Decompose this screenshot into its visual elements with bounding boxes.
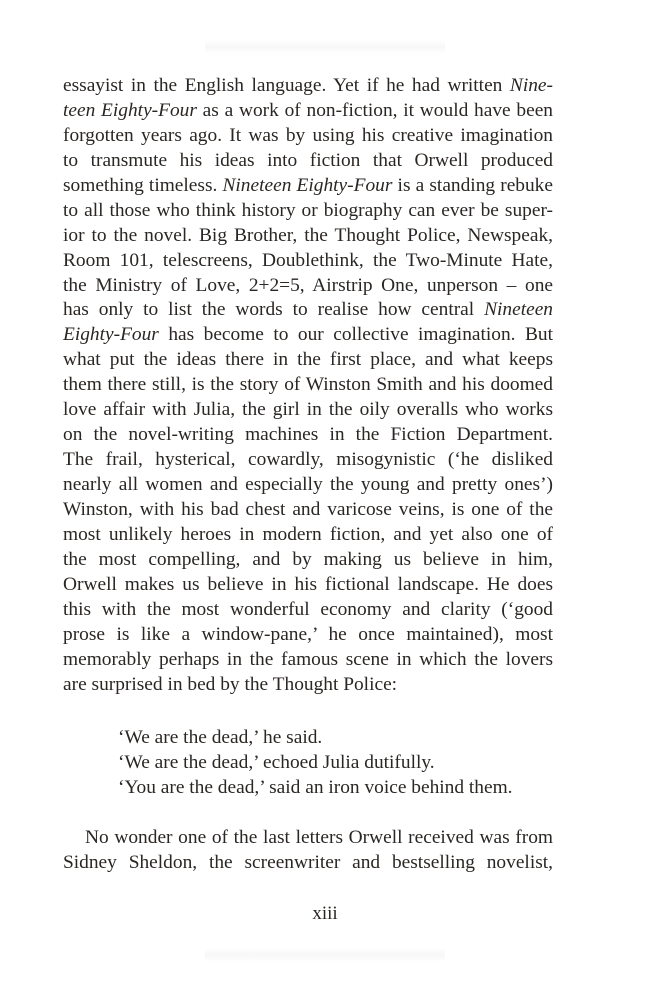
text-line: Sidney Sheldon, the screenwriter and bestselling novelist,: [63, 851, 553, 873]
text-segment: to all those who think history or biography can ever be super-: [63, 199, 553, 221]
text-line: [63, 423, 553, 448]
text-segment: on the novel-writing machines in the Fiction Department.: [63, 424, 553, 446]
quote-line: ‘We are the dead,’ he said.: [118, 727, 323, 748]
text-line: [63, 99, 553, 124]
text-segment: has only to list the words to realise how central: [63, 299, 485, 321]
text-line: [63, 648, 553, 673]
text-line: [63, 573, 553, 598]
text-segment: ior to the novel. Big Brother, the Thought Police, Newspeak,: [63, 224, 553, 246]
text-segment: prose is like a window-pane,’ he once maintained), most: [63, 623, 553, 645]
text-segment: Room 101, telescreens, Doublethink, the Two-Minute Hate,: [63, 249, 553, 271]
text-segment: Orwell makes us believe in his fictional landscape. He does: [63, 573, 553, 595]
quote-line: ‘We are the dead,’ echoed Julia dutifully.: [118, 751, 435, 773]
text-line: [63, 523, 553, 548]
text-line: [63, 498, 553, 523]
text-line: [63, 274, 553, 299]
text-line: [63, 448, 553, 473]
text-segment: are surprised in bed by the Thought Police:: [63, 673, 398, 695]
text-segment: most unlikely heroes in modern fiction, and yet also one of: [63, 523, 553, 545]
text-segment: the most compelling, and by making us believe in him,: [63, 548, 553, 570]
text-segment: this with the most wonderful economy and clarity (‘good: [63, 598, 553, 620]
text-line: [63, 398, 553, 423]
text-line: [63, 149, 553, 174]
text-line: [63, 598, 553, 623]
text-segment: memorably perhaps in the famous scene in which the lovers: [63, 648, 553, 670]
text-line: [63, 623, 553, 648]
quote-line: ‘You are the dead,’ said an iron voice behind them.: [118, 776, 513, 798]
page-number: xiii: [312, 903, 338, 924]
text-segment: The frail, hysterical, cowardly, misogynistic (‘he disliked: [63, 449, 553, 471]
body-paragraph: [63, 74, 553, 697]
text-line: [63, 323, 553, 348]
text-segment: what put the ideas there in the first place, and what keeps: [63, 349, 553, 371]
italic-title: Nine-: [509, 75, 553, 96]
text-line: [63, 348, 553, 373]
text-line: [63, 373, 553, 398]
text-line: [63, 199, 553, 224]
text-segment: as a work of non-fiction, it would have been: [196, 99, 554, 121]
text-segment: Winston, with his bad chest and varicose veins, is one of the: [63, 498, 553, 520]
text-segment: the Ministry of Love, 2+2=5, Airstrip One, unperson – one: [63, 274, 553, 296]
text-segment: has become to our collective imagination. But: [158, 324, 553, 346]
italic-title: Nineteen: [484, 299, 553, 321]
text-line: [63, 673, 553, 698]
text-line: [63, 548, 553, 573]
text-segment: nearly all women and especially the young and pretty ones’): [63, 474, 553, 495]
text-line: [63, 224, 553, 249]
text-segment: to transmute his ideas into fiction that Orwell produced: [63, 149, 553, 171]
italic-title: teen Eighty-Four: [63, 99, 197, 121]
text-line: [63, 298, 553, 323]
text-segment: love affair with Julia, the girl in the oily overalls who works: [63, 399, 553, 421]
block-quote: [118, 726, 538, 801]
text-line: No wonder one of the last letters Orwell received was from: [85, 827, 553, 848]
text-line: [63, 249, 553, 274]
italic-title: Nineteen Eighty-Four: [222, 174, 393, 196]
text-line: [63, 74, 553, 99]
text-segment: essayist in the English language. Yet if he had written: [63, 75, 510, 96]
text-line: [63, 124, 553, 149]
text-segment: something timeless.: [63, 174, 223, 196]
text-segment: forgotten years ago. It was by using his creative imagination: [63, 124, 553, 146]
closing-paragraph: [63, 826, 553, 876]
italic-title: Eighty-Four: [63, 324, 159, 346]
text-line: [63, 174, 553, 199]
bottom-page-shadow: [205, 948, 445, 962]
text-segment: is a standing rebuke: [392, 174, 553, 196]
top-page-shadow: [205, 40, 445, 54]
text-segment: them there still, is the story of Winston Smith and his doomed: [63, 374, 553, 396]
text-line: [63, 473, 553, 498]
